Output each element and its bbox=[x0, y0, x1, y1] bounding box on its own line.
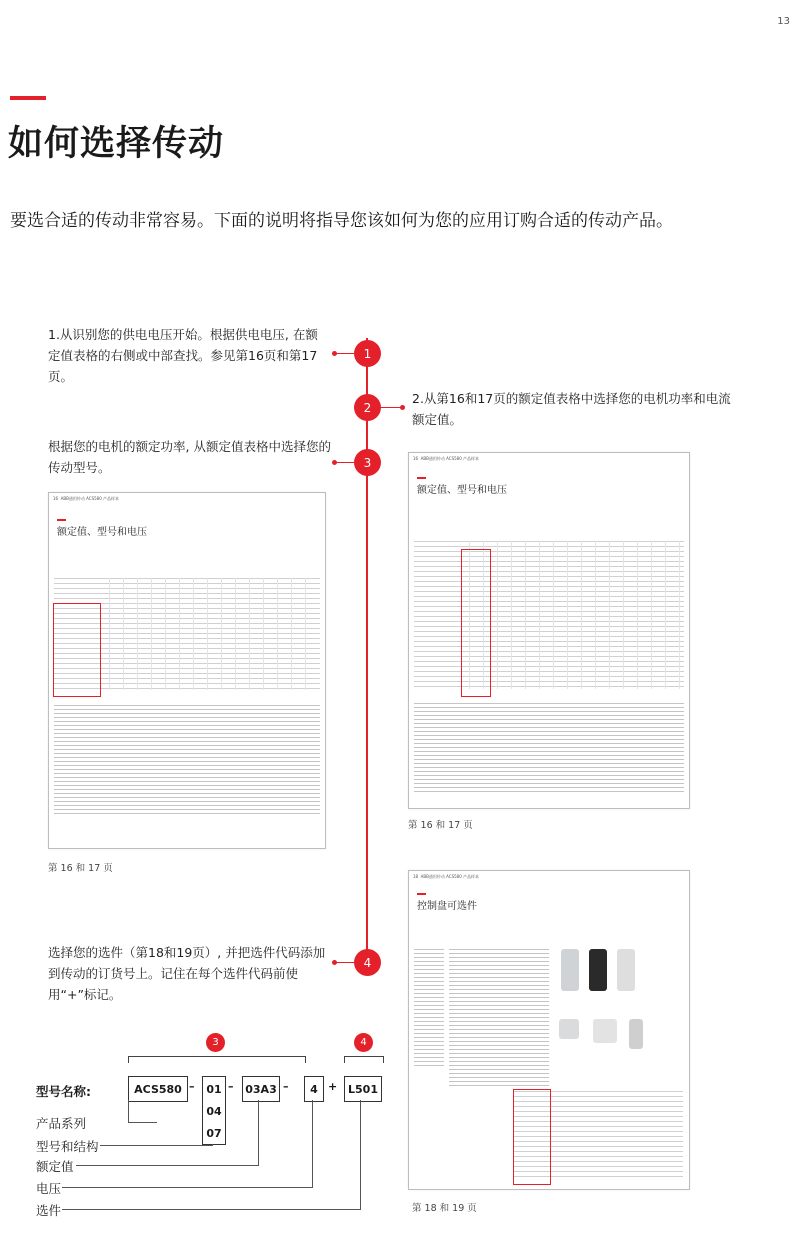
page-number: 13 bbox=[777, 16, 790, 27]
thumb-options-sidebar bbox=[414, 949, 444, 1069]
bracket-rating bbox=[128, 1056, 306, 1063]
step-2-text: 2.从第16和17页的额定值表格中选择您的电机功率和电流额定值。 bbox=[412, 391, 731, 427]
timeline-line bbox=[366, 338, 368, 964]
legend-rating: 额定值 bbox=[36, 1159, 74, 1174]
mounting-kit-image-3 bbox=[629, 1019, 643, 1049]
thumb-options-title: 控制盘可选件 bbox=[417, 901, 477, 912]
thumb-left-caption: 第 16 和 17 页 bbox=[48, 863, 113, 874]
code-rating: 03A3 bbox=[242, 1076, 280, 1102]
thumb-right-caption: 第 16 和 17 页 bbox=[408, 820, 473, 831]
step-2-marker: 2 bbox=[354, 394, 381, 421]
code-option: L501 bbox=[344, 1076, 382, 1102]
code-construction-option-04: 04 bbox=[202, 1100, 226, 1123]
thumb-right-title: 额定值、型号和电压 bbox=[417, 485, 507, 496]
step-1-connector bbox=[336, 353, 356, 354]
options-thumbnail bbox=[408, 870, 690, 1190]
code-marker-4: 4 bbox=[354, 1033, 373, 1052]
leader-construction-up bbox=[212, 1144, 213, 1146]
code-sep-1: – bbox=[189, 1080, 195, 1093]
thumb-left-header: 16 ABB通用传动 ACS580 产品样本 bbox=[53, 496, 120, 501]
rating-table-thumbnail-left bbox=[48, 492, 326, 849]
thumb-right-highlight bbox=[461, 549, 491, 697]
thumb-options-highlight bbox=[513, 1089, 551, 1185]
leader-construction bbox=[100, 1145, 212, 1146]
code-sep-plus: + bbox=[328, 1080, 338, 1093]
control-panel-image-3 bbox=[617, 949, 635, 991]
bracket-options bbox=[344, 1056, 384, 1063]
code-sep-3: – bbox=[283, 1080, 289, 1093]
leader-rating-v bbox=[258, 1100, 259, 1166]
code-construction: 01 bbox=[202, 1076, 226, 1102]
step-3-text: 根据您的电机的额定功率, 从额定值表格中选择您的传动型号。 bbox=[48, 439, 331, 475]
thumb-options-accent bbox=[417, 893, 426, 895]
thumb-left-notes bbox=[54, 705, 320, 815]
type-code-label: 型号名称: bbox=[36, 1084, 91, 1099]
legend-voltage: 电压 bbox=[36, 1181, 62, 1196]
thumb-right-notes bbox=[414, 703, 684, 795]
code-voltage: 4 bbox=[304, 1076, 324, 1102]
thumb-right-table-columns bbox=[469, 541, 684, 689]
step-4-marker: 4 bbox=[354, 949, 381, 976]
code-sep-2: – bbox=[228, 1080, 234, 1093]
legend-option: 选件 bbox=[36, 1203, 62, 1218]
code-marker-3: 3 bbox=[206, 1033, 225, 1052]
step-3-marker: 3 bbox=[354, 449, 381, 476]
mounting-kit-image-2 bbox=[593, 1019, 617, 1043]
step-2-connector bbox=[381, 407, 401, 408]
thumb-options-header: 18 ABB通用传动 ACS580 产品样本 bbox=[413, 874, 480, 879]
control-panel-image-1 bbox=[561, 949, 579, 991]
thumb-left-highlight bbox=[53, 603, 101, 697]
leader-voltage-v bbox=[312, 1100, 313, 1188]
thumb-left-table-columns bbox=[109, 578, 319, 690]
leader-option-h bbox=[62, 1209, 361, 1210]
thumb-options-caption: 第 18 和 19 页 bbox=[412, 1203, 477, 1214]
title-accent-bar bbox=[10, 96, 46, 100]
thumb-right-accent bbox=[417, 477, 426, 479]
step-4-connector bbox=[336, 962, 356, 963]
intro-text: 要选合适的传动非常容易。下面的说明将指导您该如何为您的应用订购合适的传动产品。 bbox=[10, 211, 673, 231]
thumb-left-accent bbox=[57, 519, 66, 521]
step-3-connector bbox=[336, 462, 356, 463]
leader-option-v bbox=[360, 1100, 361, 1210]
leader-rating-h bbox=[76, 1165, 259, 1166]
step-2-dot bbox=[400, 405, 405, 410]
thumb-left-title: 额定值、型号和电压 bbox=[57, 527, 147, 538]
page-title: 如何选择传动 bbox=[8, 124, 225, 164]
control-panel-image-2 bbox=[589, 949, 607, 991]
legend-construction: 型号和结构 bbox=[36, 1139, 99, 1154]
rating-table-thumbnail-right bbox=[408, 452, 690, 809]
thumb-options-body bbox=[449, 949, 549, 1089]
legend-product-series: 产品系列 bbox=[36, 1116, 87, 1131]
step-4-text: 选择您的选件（第18和19页）, 并把选件代码添加到传动的订货号上。记住在每个选件代码前使用“+”标记。 bbox=[48, 945, 326, 1002]
thumb-right-header: 16 ABB通用传动 ACS580 产品样本 bbox=[413, 456, 480, 461]
step-1-marker: 1 bbox=[354, 340, 381, 367]
leader-series bbox=[128, 1100, 157, 1123]
code-construction-option-07: 07 bbox=[202, 1122, 226, 1145]
code-product-series: ACS580 bbox=[128, 1076, 188, 1102]
mounting-kit-image-1 bbox=[559, 1019, 579, 1039]
step-1-text: 1.从识别您的供电电压开始。根据供电电压, 在额定值表格的右侧或中部查找。参见第16页和第17页。 bbox=[48, 327, 318, 384]
leader-voltage-h bbox=[62, 1187, 313, 1188]
